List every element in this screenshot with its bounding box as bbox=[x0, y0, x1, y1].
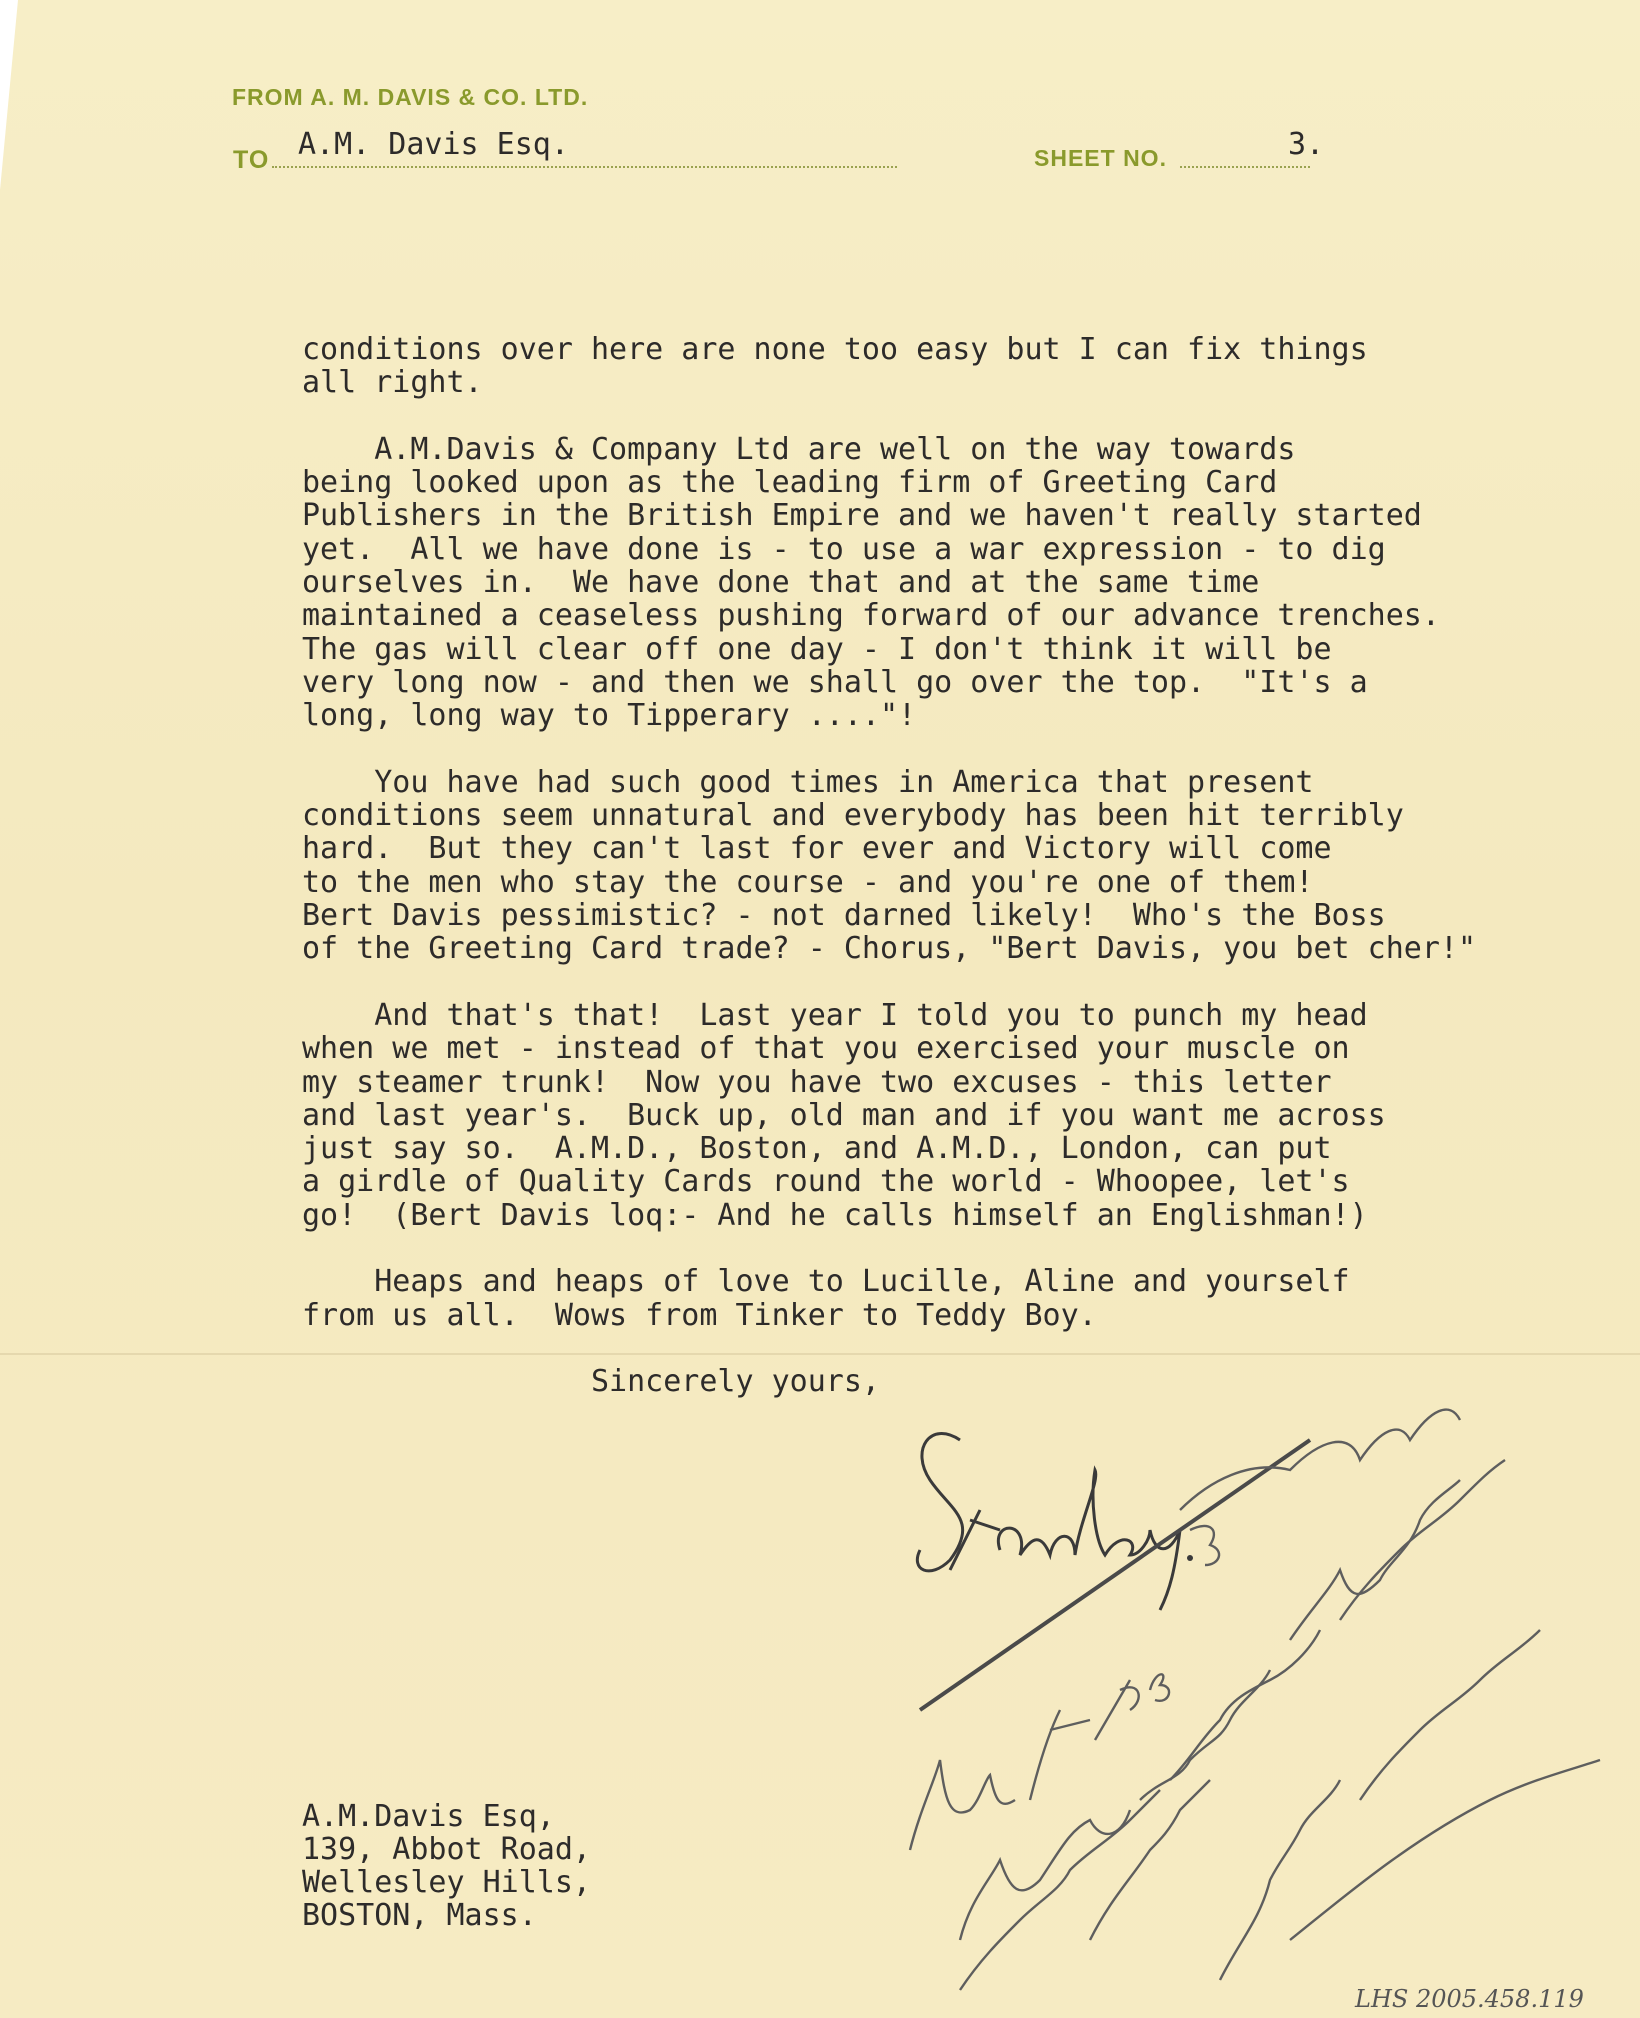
body-line: Sincerely yours, bbox=[302, 1364, 880, 1400]
body-line: hard. But they can't last for ever and Victory will come bbox=[302, 831, 1332, 867]
body-line: conditions over here are none too easy but I can fix things bbox=[302, 332, 1368, 367]
body-line: yet. All we have done is - to use a war expression - to dig bbox=[302, 531, 1386, 567]
address-line: 139, Abbot Road, bbox=[302, 1832, 591, 1867]
letter-body bbox=[302, 333, 1476, 1399]
body-line: A.M.Davis & Company Ltd are well on the way towards bbox=[302, 431, 1296, 467]
body-line: and last year's. Buck up, old man and if you want me across bbox=[302, 1097, 1386, 1133]
body-line: You have had such good times in America that present bbox=[302, 764, 1314, 800]
body-line: to the men who stay the course - and you're one of them! bbox=[302, 864, 1314, 900]
to-dotted-line bbox=[272, 166, 897, 168]
body-line: of the Greeting Card trade? - Chorus, "Bert Davis, you bet cher!" bbox=[302, 931, 1476, 967]
address-line: BOSTON, Mass. bbox=[302, 1898, 537, 1933]
body-line: Heaps and heaps of love to Lucille, Aline and yourself bbox=[302, 1264, 1350, 1300]
body-line: just say so. A.M.D., Boston, and A.M.D., London, can put bbox=[302, 1131, 1332, 1167]
body-line bbox=[302, 733, 1476, 766]
body-line: being looked upon as the leading firm of Greeting Card bbox=[302, 465, 1278, 501]
archive-number: LHS 2005.458.119 bbox=[1355, 1985, 1584, 2013]
body-line: go! (Bert Davis loq:- And he calls himself an Englishman!) bbox=[302, 1197, 1368, 1233]
body-line: very long now - and then we shall go over the top. "It's a bbox=[302, 664, 1368, 700]
body-line: conditions seem unnatural and everybody has been hit terribly bbox=[302, 798, 1404, 834]
signature-and-handwritten-note bbox=[890, 1380, 1610, 2000]
address-line: Wellesley Hills, bbox=[302, 1865, 591, 1900]
letterhead-sheet-label: SHEET NO. bbox=[1034, 145, 1167, 171]
body-line: from us all. Wows from Tinker to Teddy Boy. bbox=[302, 1297, 1097, 1333]
body-line bbox=[302, 400, 1476, 433]
body-line: ourselves in. We have done that and at the same time bbox=[302, 565, 1260, 601]
body-line: all right. bbox=[302, 365, 483, 401]
body-line: when we met - instead of that you exercised your muscle on bbox=[302, 1031, 1350, 1067]
body-line bbox=[302, 966, 1476, 999]
recipient-name: A.M. Davis Esq. bbox=[298, 127, 569, 162]
body-line: long, long way to Tipperary ...."! bbox=[302, 698, 917, 734]
body-line: Bert Davis pessimistic? - not darned likely! Who's the Boss bbox=[302, 898, 1386, 934]
body-line: The gas will clear off one day - I don't think it will be bbox=[302, 631, 1332, 667]
body-line: And that's that! Last year I told you to punch my head bbox=[302, 997, 1368, 1033]
letterhead-from: FROM A. M. DAVIS & CO. LTD. bbox=[232, 84, 589, 110]
body-line bbox=[302, 1232, 1476, 1265]
letterhead-to-label: TO bbox=[233, 146, 270, 174]
body-line: maintained a ceaseless pushing forward of our advance trenches. bbox=[302, 598, 1440, 634]
sheet-number: 3. bbox=[1288, 127, 1325, 162]
recipient-address bbox=[302, 1800, 591, 1932]
body-line: Publishers in the British Empire and we haven't really started bbox=[302, 498, 1422, 534]
folded-corner bbox=[0, 0, 18, 190]
sheet-dotted-line bbox=[1180, 166, 1310, 168]
address-line: A.M.Davis Esq, bbox=[302, 1799, 555, 1834]
body-line bbox=[302, 1332, 1476, 1365]
body-line: my steamer trunk! Now you have two excuses - this letter bbox=[302, 1064, 1332, 1100]
body-line: a girdle of Quality Cards round the world - Whoopee, let's bbox=[302, 1164, 1350, 1200]
